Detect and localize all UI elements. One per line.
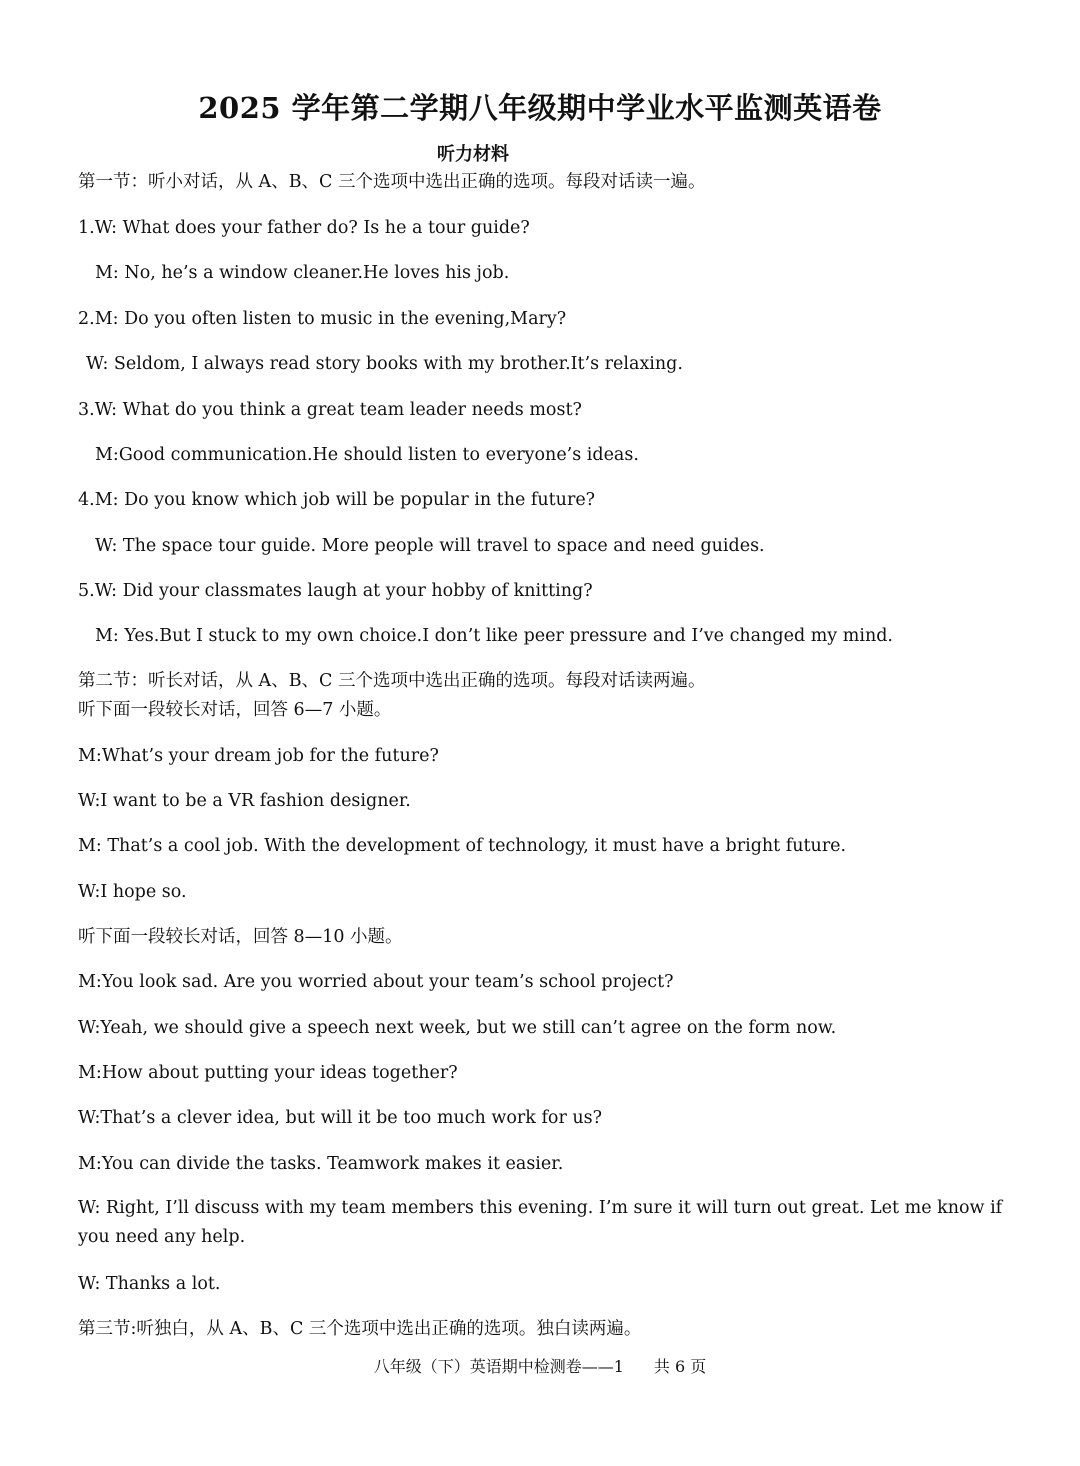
dialogue-line: M:What’s your dream job for the future? [78, 746, 439, 766]
section3-heading: 第三节:听独白，从 A、B、C 三个选项中选出正确的选项。独白读两遍。 [78, 1319, 642, 1339]
dialogue-line: W: The space tour guide. More people will travel to space and need guides. [95, 536, 765, 556]
dialogue-line: W: Seldom, I always read story books with my brother.It’s relaxing. [86, 354, 683, 374]
dialogue-line: M:Good communication.He should listen to everyone’s ideas. [95, 445, 639, 465]
footer-exam-label: 八年级（下）英语期中检测卷——1 [373, 1357, 624, 1376]
dialogue-line: M: That’s a cool job. With the development of technology, it must have a bright future. [78, 836, 847, 856]
section2-heading: 第二节：听长对话，从 A、B、C 三个选项中选出正确的选项。每段对话读两遍。 [78, 671, 706, 691]
dialogue-line: 4.M: Do you know which job will be popular in the future? [78, 490, 596, 510]
dialogue-line: 1.W: What does your father do? Is he a tour guide? [78, 218, 530, 238]
dialogue-line: W:Yeah, we should give a speech next week, but we still can’t agree on the form now. [78, 1018, 837, 1038]
dialogue-line: W: Right, I’ll discuss with my team members this evening. I’m sure it will turn out great. Let me know if you need any help. [78, 1198, 1003, 1247]
section1-heading: 第一节：听小对话，从 A、B、C 三个选项中选出正确的选项。每段对话读一遍。 [78, 172, 706, 192]
dialogue-line: 5.W: Did your classmates laugh at your hobby of knitting? [78, 581, 593, 601]
footer-page-count: 共 6 页 [653, 1357, 707, 1376]
page-title: 2025 学年第二学期八年级期中学业水平监测英语卷 [198, 91, 882, 125]
dialogue-line: W:That’s a clever idea, but will it be too much work for us? [78, 1108, 603, 1128]
dialogue-line: W:I hope so. [78, 882, 187, 902]
dialogue-line: M: Yes.But I stuck to my own choice.I don’t like peer pressure and I’ve changed my mind. [95, 626, 893, 646]
section2-part1-intro: 听下面一段较长对话，回答 6—7 小题。 [78, 700, 392, 720]
dialogue-line: M:You look sad. Are you worried about your team’s school project? [78, 972, 674, 992]
dialogue-line: 2.M: Do you often listen to music in the evening,Mary? [78, 309, 567, 329]
dialogue-line: M:You can divide the tasks. Teamwork makes it easier. [78, 1154, 564, 1174]
page-footer [0, 1354, 1080, 1377]
dialogue-line: 3.W: What do you think a great team leader needs most? [78, 400, 582, 420]
page-subtitle: 听力材料 [437, 144, 509, 165]
dialogue-line: M: No, he’s a window cleaner.He loves his job. [95, 263, 510, 283]
dialogue-line: W:I want to be a VR fashion designer. [78, 791, 411, 811]
section2-part2-intro: 听下面一段较长对话，回答 8—10 小题。 [78, 927, 403, 947]
dialogue-line: W: Thanks a lot. [78, 1274, 221, 1294]
dialogue-line: M:How about putting your ideas together? [78, 1063, 458, 1083]
